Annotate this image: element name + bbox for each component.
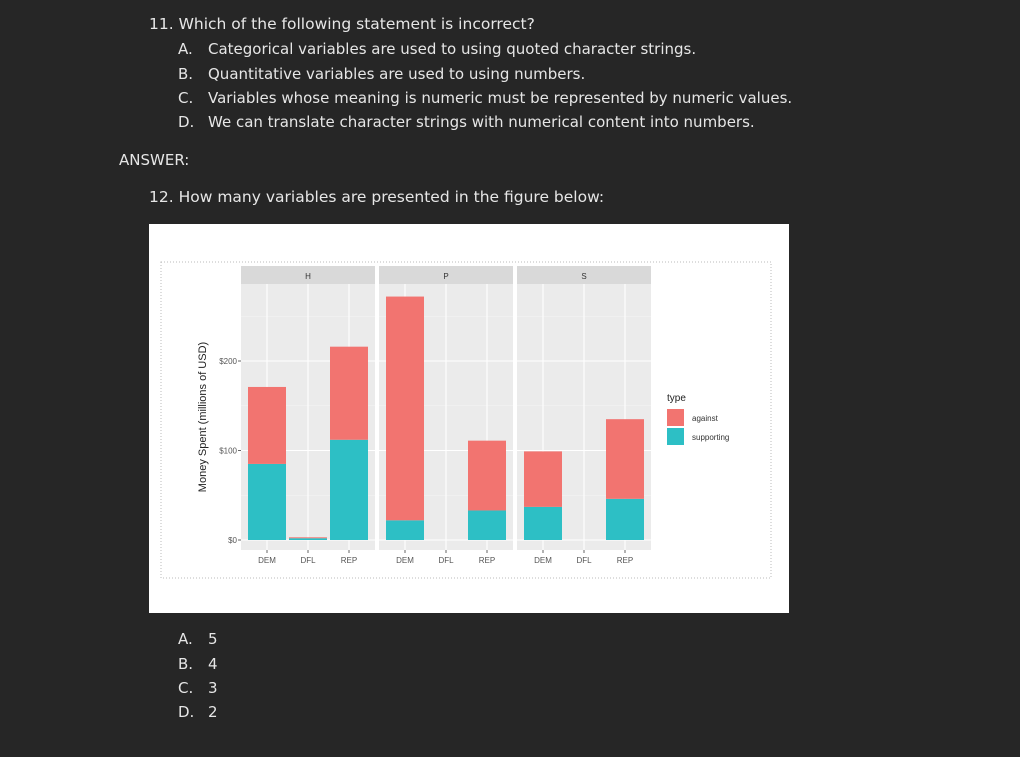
bar-against (289, 537, 327, 538)
bar-against (524, 451, 562, 506)
chart-figure (149, 224, 789, 613)
bar-supporting (606, 499, 644, 540)
bar-supporting (468, 510, 506, 540)
bar-against (386, 297, 424, 521)
y-tick-label: $0 (228, 536, 237, 545)
question-11-title: 11. Which of the following statement is incorrect? (149, 15, 535, 33)
facet-label: S (581, 272, 587, 281)
q11-option-c-text: Variables whose meaning is numeric must be represented by numeric values. (208, 89, 793, 107)
q12-option-d-text: 2 (208, 703, 218, 721)
q11-option-a-text: Categorical variables are used to using quoted character strings. (208, 40, 697, 58)
q11-option-b-text: Quantitative variables are used to using numbers. (208, 65, 586, 83)
q12-option-b-letter: B. (178, 655, 194, 673)
bar-supporting (248, 464, 286, 540)
q12-option-b (178, 655, 218, 673)
faceted-bar-chart (149, 224, 789, 613)
q12-option-d (178, 703, 218, 721)
y-tick-label: $200 (219, 357, 237, 366)
x-tick-label: DEM (258, 556, 276, 565)
bar-supporting (289, 538, 327, 540)
legend-key-against (667, 409, 684, 426)
y-tick-label: $100 (219, 446, 237, 456)
bar-against (330, 347, 368, 440)
q12-option-c (178, 679, 218, 697)
q12-option-a-text: 5 (208, 630, 218, 648)
q12-option-a-letter: A. (178, 630, 193, 648)
bar-against (248, 387, 286, 464)
facet-label: H (305, 272, 311, 281)
bar-supporting (386, 520, 424, 540)
answer-label: ANSWER: (119, 151, 190, 169)
bar-supporting (524, 507, 562, 540)
x-tick-label: DFL (438, 556, 454, 565)
legend-label: against (692, 414, 718, 423)
facet-label: P (443, 272, 449, 281)
x-tick-label: DEM (534, 556, 552, 565)
q12-option-b-text: 4 (208, 655, 218, 673)
q11-option-a (178, 40, 696, 58)
q11-option-c (178, 89, 792, 107)
bar-supporting (330, 440, 368, 540)
x-tick-label: DFL (576, 556, 592, 565)
q11-option-d-letter: D. (178, 113, 195, 131)
q11-option-b (178, 65, 585, 83)
q12-option-c-text: 3 (208, 679, 218, 697)
y-axis-title: Money Spent (millions of USD) (197, 341, 209, 493)
x-tick-label: REP (478, 556, 496, 565)
legend-label: supporting (692, 433, 730, 442)
bar-against (468, 441, 506, 511)
q11-option-d (178, 113, 755, 131)
x-tick-label: DEM (396, 556, 414, 565)
q12-option-d-letter: D. (178, 703, 195, 721)
question-12-title: 12. How many variables are presented in the figure below: (149, 188, 605, 206)
q11-option-b-letter: B. (178, 65, 194, 83)
q11-option-c-letter: C. (178, 89, 194, 107)
x-tick-label: DFL (300, 556, 316, 565)
q11-option-a-letter: A. (178, 40, 193, 58)
x-tick-label: REP (616, 556, 634, 565)
q12-option-a (178, 630, 218, 648)
legend-key-supporting (667, 428, 684, 445)
q12-option-c-letter: C. (178, 679, 194, 697)
x-tick-label: REP (340, 556, 358, 565)
legend-title: type (667, 393, 686, 404)
q11-option-d-text: We can translate character strings with numerical content into numbers. (208, 113, 755, 131)
bar-against (606, 419, 644, 499)
